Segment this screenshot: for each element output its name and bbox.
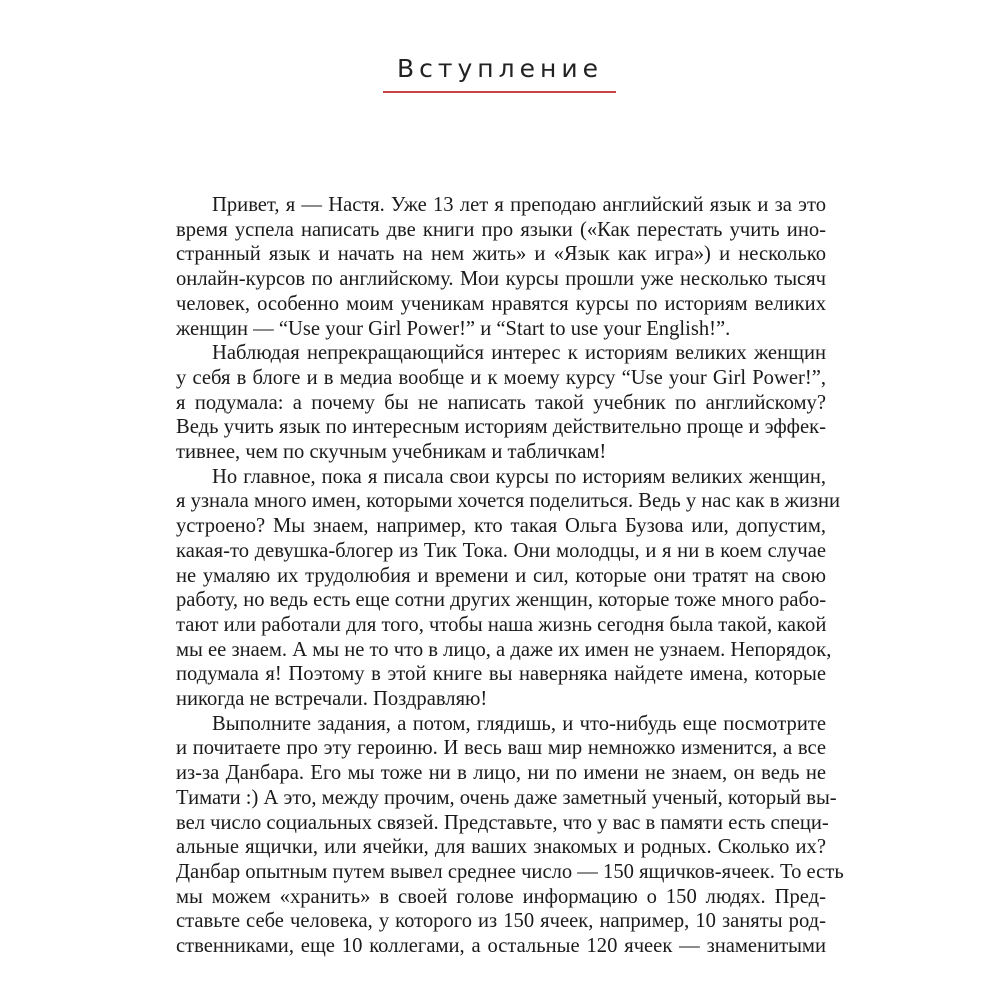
text-line: Данбар опытным путем вывел среднее число — 150 ящичков-ячеек. То есть [176, 860, 844, 883]
text-line: ственниками, еще 10 коллегами, а остальные 120 ячеек — знаменитыми [176, 935, 826, 958]
paragraph [176, 341, 826, 465]
text-line: Но главное, пока я писала свои курсы по историям великих женщин, [212, 465, 826, 488]
text-line: и почитаете про эту героиню. И весь ваш мир немножко изменится, а все [176, 737, 826, 760]
paragraph [176, 465, 841, 712]
paragraph [176, 193, 826, 341]
text-line: время успела написать две книги про языки («Как перестать учить ино- [176, 218, 826, 241]
text-line: из-за Данбара. Его мы тоже ни в лицо, ни по имени не знаем, он ведь не [176, 762, 826, 785]
paragraph [176, 712, 844, 959]
text-line: работу, но ведь есть еще сотни других женщин, которые тоже много рабо- [176, 589, 827, 612]
title-underline [383, 91, 616, 93]
text-line: какая-то девушка-блогер из Тик Тока. Они молодцы, и я ни в коем случае [176, 539, 826, 562]
text-line: не умаляю их трудолюбия и времени и сил, которые они тратят на свою [176, 564, 826, 587]
text-line: ставьте себе человека, у которого из 150 ячеек, например, 10 заняты род- [176, 910, 826, 933]
text-line: устроено? Мы знаем, например, кто такая Ольга Бузова или, допустим, [176, 515, 826, 538]
text-line: я подумала: а почему бы не написать такой учебник по английскому? [176, 391, 826, 414]
text-line: никогда не встречали. Поздравляю! [176, 688, 488, 711]
text-line: онлайн-курсов по английскому. Мои курсы прошли уже несколько тысяч [176, 268, 826, 291]
text-line: женщин — “Use your Girl Power!” и “Start to use your English!”. [176, 317, 731, 340]
text-line: Ведь учить язык по интересным историям действительно проще и эффек- [176, 416, 826, 439]
text-line: странный язык и начать на нем жить» и «Язык как игра») и несколько [176, 243, 826, 266]
text-line: я узнала много имен, которыми хочется поделиться. Ведь у нас как в жизни [176, 490, 841, 513]
text-line: тивнее, чем по скучным учебникам и табличкам! [176, 441, 607, 464]
text-line: Привет, я — Настя. Уже 13 лет я преподаю английский язык и за это [212, 194, 826, 216]
text-line: подумала я! Поэтому в этой книге вы наверняка найдете имена, которые [176, 663, 826, 686]
text-line: альные ящички, или ячейки, для ваших знакомых и родных. Сколько их? [176, 836, 826, 859]
text-line: Тимати :) А это, между прочим, очень даже заметный ученый, который вы- [176, 786, 837, 809]
text-line: у себя в блоге и в медиа вообще и к моему курсу “Use your Girl Power!”, [176, 366, 826, 389]
text-line: Выполните задания, а потом, глядишь, и что-нибудь еще посмотрите [212, 712, 826, 735]
body-text [176, 193, 844, 959]
text-line: человек, особенно моим ученикам нравятся курсы по историям великих [176, 292, 826, 315]
text-line: Наблюдая непрекращающийся интерес к историям великих женщин [212, 342, 826, 365]
page-title: Вступление [397, 54, 603, 83]
text-line: тают или работали для того, чтобы наша жизнь сегодня была такой, какой [176, 613, 827, 636]
text-line: мы можем «хранить» в своей голове информацию о 150 людях. Пред- [176, 885, 826, 908]
text-line: вел число социальных связей. Представьте, что у вас в памяти есть специ- [176, 811, 829, 834]
text-line: мы ее знаем. А мы не то что в лицо, а даже их имен не узнаем. Непорядок, [176, 638, 832, 661]
